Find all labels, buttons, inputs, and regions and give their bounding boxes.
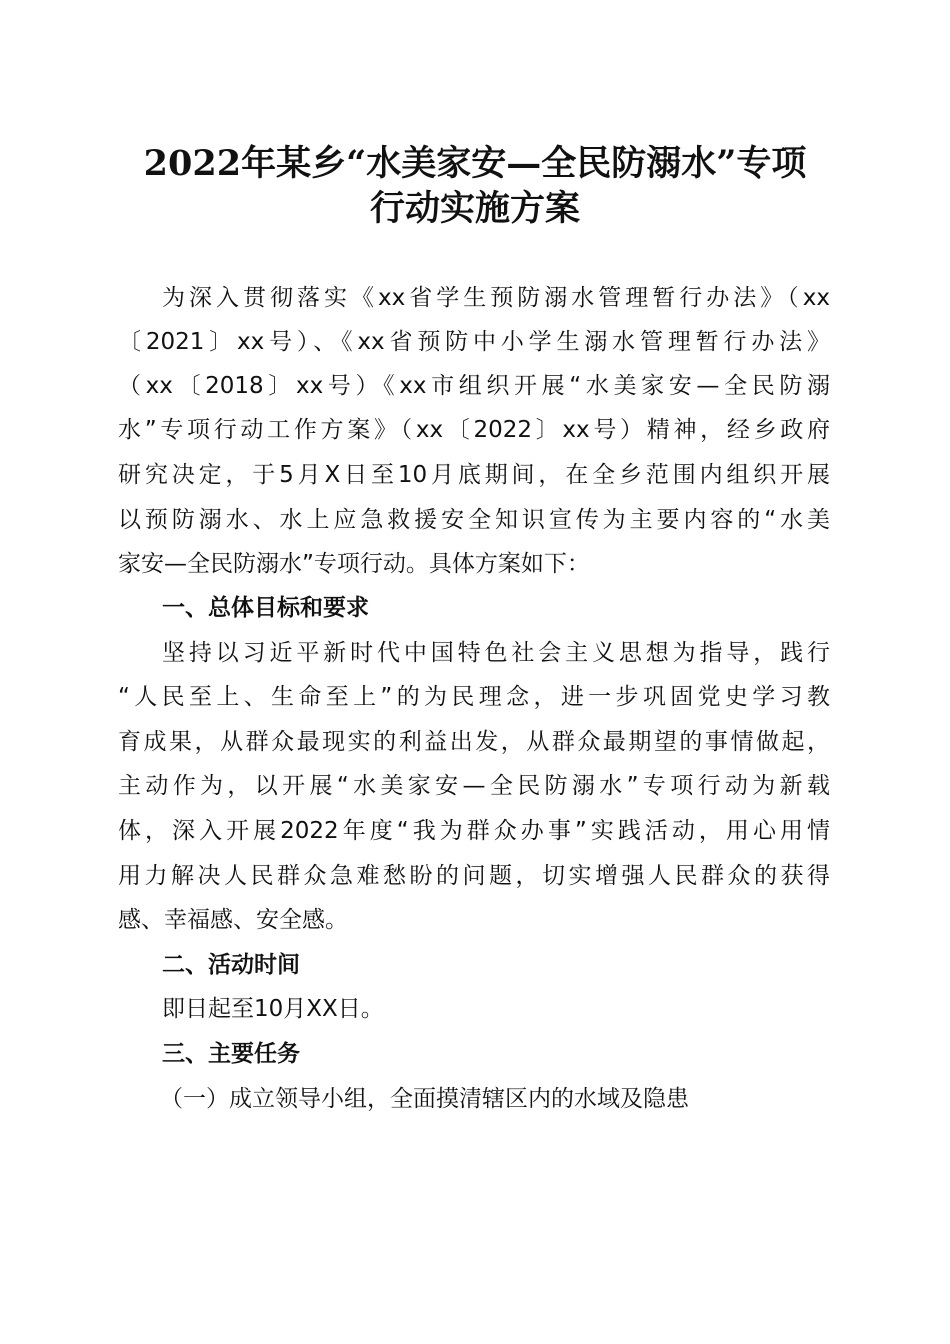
intro-line-7: 家安—全民防溺水”专项行动。具体方案如下：	[118, 551, 590, 577]
section-heading-1: 一、总体目标和要求	[162, 595, 369, 621]
intro-line-4: 水”专项行动工作方案》（xx〔2022〕xx号）精神，经乡政府	[118, 417, 830, 443]
subsection-heading-1: （一）成立领导小组，全面摸清辖区内的水域及隐患	[160, 1086, 689, 1112]
section-heading-2: 二、活动时间	[162, 952, 300, 978]
intro-line-6: 以预防溺水、水上应急救援安全知识宣传为主要内容的“水美	[118, 507, 830, 533]
section1-line-5: 体，深入开展2022年度“我为群众办事”实践活动，用心用情	[118, 818, 830, 844]
section2-text: 即日起至10月XX日。	[162, 996, 384, 1022]
section1-line-4: 主动作为，以开展“水美家安—全民防溺水”专项行动为新载	[118, 773, 830, 799]
document-title-line-1: 2022年某乡“水美家安—全民防溺水”专项	[143, 143, 807, 184]
section-heading-3: 三、主要任务	[162, 1041, 300, 1067]
section1-line-3: 育成果，从群众最现实的利益出发，从群众最期望的事情做起，	[118, 729, 830, 755]
section1-line-2: “人民至上、生命至上”的为民理念，进一步巩固党史学习教	[118, 684, 830, 710]
document-title-line-2: 行动实施方案	[369, 188, 580, 229]
section1-line-6: 用力解决人民群众急难愁盼的问题，切实增强人民群众的获得	[118, 863, 830, 889]
intro-line-5: 研究决定，于5月X日至10月底期间，在全乡范围内组织开展	[118, 462, 830, 488]
intro-line-2: 〔2021〕xx号）、《xx省预防中小学生溺水管理暂行办法》	[118, 329, 830, 355]
intro-line-1: 为深入贯彻落实《xx省学生预防溺水管理暂行办法》（xx	[162, 285, 830, 311]
section1-line-1: 坚持以习近平新时代中国特色社会主义思想为指导，践行	[162, 640, 830, 666]
intro-line-3: （xx〔2018〕xx号）《xx市组织开展“水美家安—全民防溺	[118, 373, 830, 399]
section1-line-7: 感、幸福感、安全感。	[118, 907, 348, 933]
